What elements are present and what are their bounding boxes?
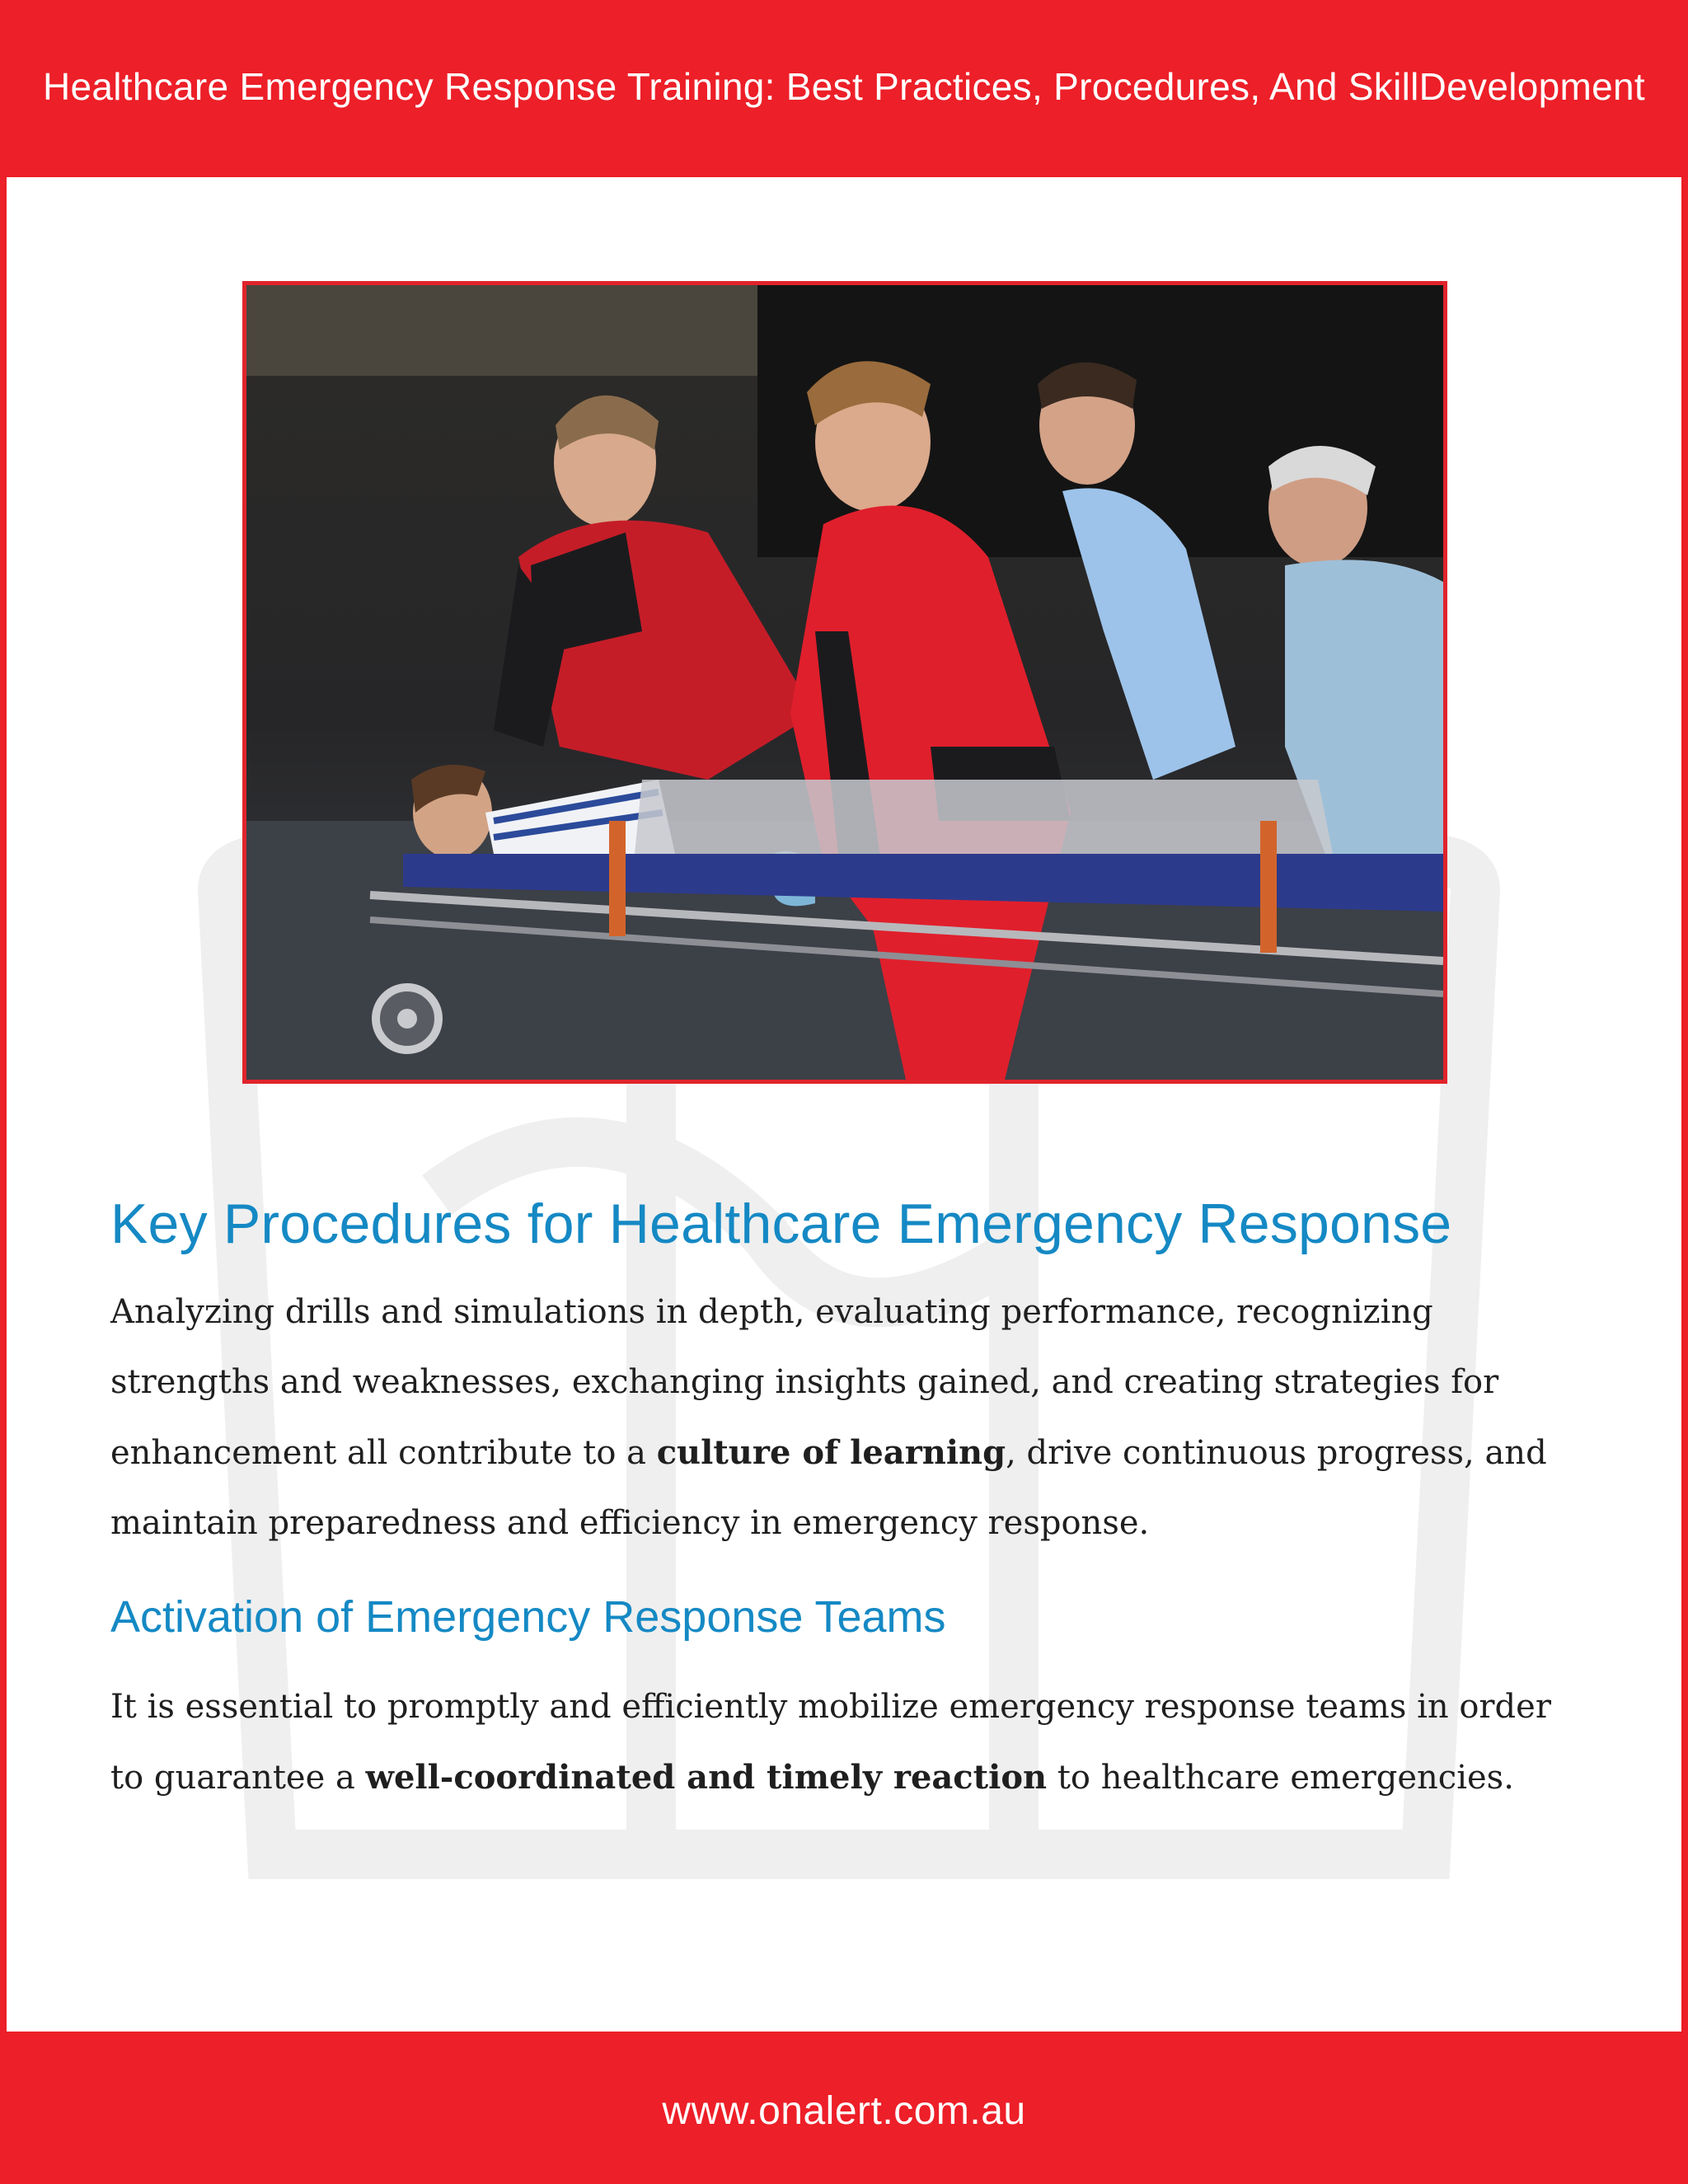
paragraph-text: It is essential to promptly and efficiently mobilize emergency response teams in order to guarantee a (110, 1688, 1551, 1797)
footer-bar (0, 2032, 1688, 2184)
page-title: Healthcare Emergency Response Training: Best Practices, Procedures, And SkillDevelopment (42, 64, 1645, 108)
paragraph-emphasis: culture of learning (656, 1433, 1006, 1472)
activation-paragraph (110, 1672, 1594, 1813)
paragraph-emphasis: well-coordinated and timely reaction (365, 1758, 1048, 1797)
main-content (110, 1179, 1594, 1813)
paragraph-text: to healthcare emergencies. (1047, 1759, 1514, 1797)
section-heading: Key Procedures for Healthcare Emergency Response (110, 1193, 1452, 1255)
header-bar (0, 0, 1688, 177)
subsection-heading: Activation of Emergency Response Teams (110, 1592, 946, 1642)
intro-paragraph (110, 1277, 1594, 1558)
paramedics-stretcher-photo-icon (246, 285, 1443, 1080)
hero-photo (242, 281, 1447, 1084)
website-link[interactable]: www.onalert.com.au (662, 2089, 1026, 2133)
paragraph-text: Analyzing drills and simulations in depth, evaluating performance, recognizing strengths and weaknesses, exchanging insights gained, and creating strategies for enhancement all contribute to a (110, 1293, 1499, 1472)
paragraph-text: , drive continuous progress, and maintain preparedness and efficiency in emergency response. (110, 1434, 1547, 1542)
